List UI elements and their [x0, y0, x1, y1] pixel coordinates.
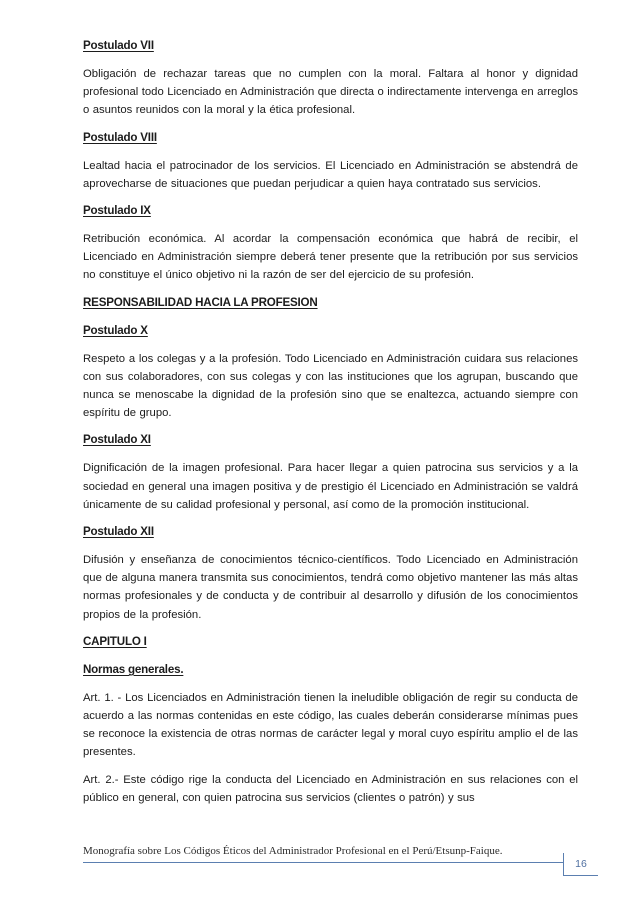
paragraph: Art. 1. - Los Licenciados en Administración tienen la ineludible obligación de regir su conducta de acuerdo a las normas contenidas en este código, las cuales deberán considerarse mínimas pues se reconoce la existencia de otras normas de carácter legal y moral cuyo espíritu amplio el de las presentes.	[83, 691, 578, 759]
section-heading: Postulado X	[83, 323, 148, 337]
section-heading: Normas generales.	[83, 662, 184, 676]
paragraph: Retribución económica. Al acordar la compensación económica que habrá de recibir, el Licenciado en Administración siempre deberá tener presente que la retribución por sus servicios no constituye el único objetivo ni la razón de ser del ejercicio de su profesión.	[83, 233, 578, 282]
paragraph: Dignificación de la imagen profesional. Para hacer llegar a quien patrocina sus servicios y a la sociedad en general una imagen positiva y de prestigio él Licenciado en Administración se valdrá únicamente de su calidad profesional y personal, así como de la promoción institucional.	[83, 462, 578, 511]
section-heading: Postulado XII	[83, 525, 154, 539]
section-heading: Postulado VIII	[83, 130, 157, 144]
section-heading: Postulado IX	[83, 204, 151, 218]
section-heading: CAPITULO I	[83, 634, 147, 648]
page-number: 16	[563, 853, 598, 876]
paragraph: Difusión y enseñanza de conocimientos técnico-científicos. Todo Licenciado en Administración que de alguna manera transmita sus conocimientos, tendrá como objetivo mantener las más altas normas profesionales y de conducta y de contribuir al desarrollo y difusión de los conocimientos propios de la profesión.	[83, 554, 578, 621]
paragraph: Obligación de rechazar tareas que no cumplen con la moral. Faltara al honor y dignidad profesional todo Licenciado en Administración que directa o indirectamente intervenga en arreglos o asuntos reunidos con la moral y la ética profesional.	[83, 68, 578, 117]
paragraph: Lealtad hacia el patrocinador de los servicios. El Licenciado en Administración se abstendrá de aprovecharse de situaciones que puedan perjudicar a quien haya contratado sus servicios.	[83, 159, 578, 190]
section-heading: Postulado XI	[83, 433, 151, 447]
page-footer-text: Monografía sobre Los Códigos Éticos del Administrador Profesional en el Perú/Etsunp-Faique.	[83, 845, 503, 857]
footer-rule	[83, 862, 563, 863]
section-heading: Postulado VII	[83, 39, 154, 52]
paragraph: Respeto a los colegas y a la profesión. Todo Licenciado en Administración cuidara sus relaciones con sus colaboradores, con sus colegas y con las instituciones que los agrupan, buscando que nunca se menoscabe la dignidad de la profesión sino que se enaltezca, actuando siempre con espíritu de grupo.	[83, 352, 578, 420]
document-body	[83, 37, 578, 816]
section-heading: RESPONSABILIDAD HACIA LA PROFESION	[83, 295, 318, 309]
paragraph: Art. 2.- Este código rige la conducta del Licenciado en Administración en sus relaciones con el público en general, con quien patrocina sus servicios (clientes o patrón) y sus	[83, 773, 578, 804]
